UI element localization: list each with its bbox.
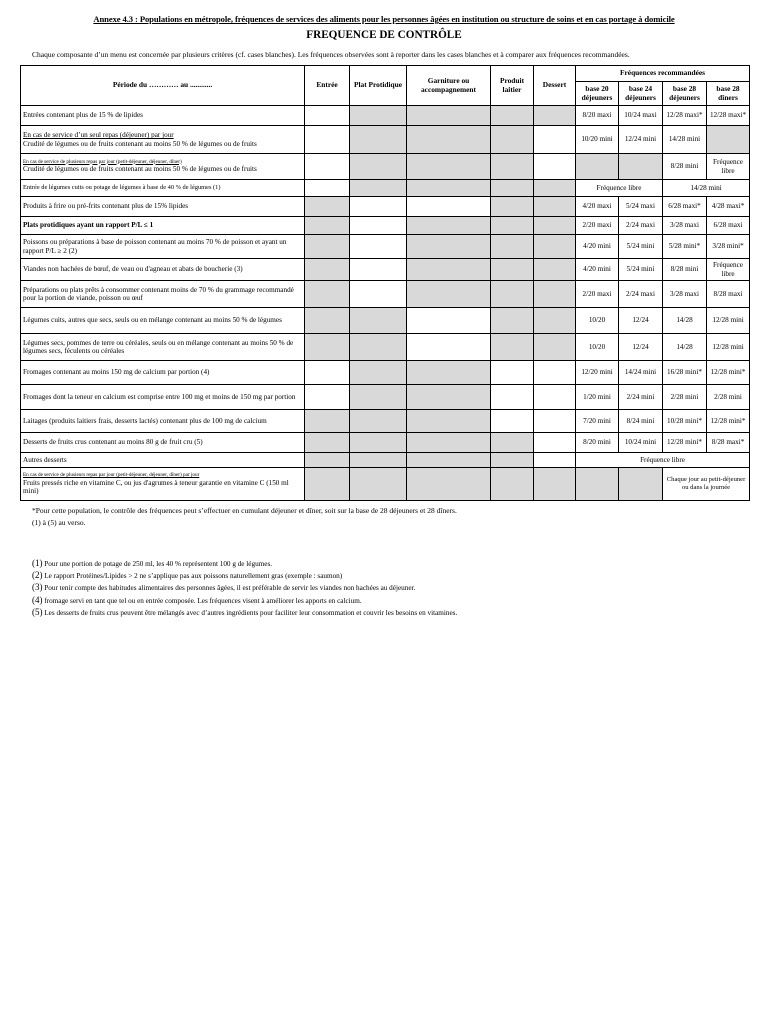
header-garniture: Garniture ou accompagnement — [407, 66, 491, 106]
footnote-2 — [32, 570, 457, 582]
table-row — [21, 235, 750, 259]
entry-cell[interactable] — [350, 197, 407, 217]
shaded-cell — [350, 180, 407, 197]
shaded-cell — [305, 453, 350, 468]
shaded-cell — [534, 197, 576, 217]
shaded-cell — [407, 361, 491, 385]
frequency-value: 12/28 mini — [707, 308, 750, 334]
footnote-text: Pour tenir compte des habitudes alimentaires des personnes âgées, il est préférable de servir les viandes non hachées au déjeuner. — [44, 584, 416, 593]
frequency-value: 10/20 mini — [576, 126, 619, 154]
shaded-cell — [305, 433, 350, 453]
shaded-cell — [619, 468, 663, 501]
frequency-value: 12/28 maxi* — [707, 106, 750, 126]
header-periode: Période du ………… au ............ — [21, 66, 305, 106]
frequency-value: 8/28 mini — [663, 154, 707, 180]
frequency-value: 8/28 maxi* — [707, 433, 750, 453]
shaded-cell — [407, 106, 491, 126]
frequency-value: 8/28 maxi — [707, 281, 750, 308]
frequency-value: 12/28 mini* — [707, 361, 750, 385]
entry-cell[interactable] — [305, 126, 350, 154]
footnotes — [32, 558, 457, 619]
entry-cell[interactable] — [407, 197, 491, 217]
entry-cell[interactable] — [534, 154, 576, 180]
shaded-cell — [305, 259, 350, 281]
criterion-label: Autres desserts — [21, 453, 305, 468]
criterion-label: Poissons ou préparations à base de poisson contenant au moins 70 % de poisson et ayant un rapport P/L ≥ 2 (2) — [21, 235, 305, 259]
shaded-cell — [407, 385, 491, 410]
shaded-cell — [619, 154, 663, 180]
frequency-value: 2/24 maxi — [619, 217, 663, 235]
criterion-label: Viandes non hachées de bœuf, de veau ou d'agneau et abats de boucherie (3) — [21, 259, 305, 281]
header-frequences: Fréquences recommandées — [576, 66, 750, 82]
table-row — [21, 259, 750, 281]
frequency-value: 2/20 maxi — [576, 281, 619, 308]
criterion-label: Entrée de légumes cuits ou potage de légumes à base de 40 % de légumes (1) — [21, 180, 305, 197]
footnote-number: (2) — [32, 570, 43, 581]
shaded-cell — [350, 453, 407, 468]
criterion-label: Produits à frire ou pré-frits contenant plus de 15% lipides — [21, 197, 305, 217]
entry-cell[interactable] — [534, 361, 576, 385]
intro-text: Chaque composante d’un menu est concernée par plusieurs critères (cf. cases blanches). Les fréquences observées sont à reporter dans les cases blanches et à comparer aux fréquences recommandées. — [32, 50, 630, 59]
criterion-label: Laitages (produits laitiers frais, desserts lactés) contenant plus de 100 mg de calcium — [21, 410, 305, 433]
shaded-cell — [305, 217, 350, 235]
criterion-cell — [21, 126, 305, 154]
header-plat-protidique: Plat Protidique — [350, 66, 407, 106]
shaded-cell — [350, 361, 407, 385]
shaded-cell — [534, 217, 576, 235]
header-produit-laitier: Produit laitier — [491, 66, 534, 106]
shaded-cell — [491, 334, 534, 361]
star-note: *Pour cette population, le contrôle des fréquences peut s’effectuer en cumulant déjeuner et dîner, soit sur la base de 28 déjeuners et 28 dîners. — [32, 506, 457, 515]
frequency-value: Fréquence libre — [707, 154, 750, 180]
entry-cell[interactable] — [534, 433, 576, 453]
footnote-text: Le rapport Protéines/Lipides > 2 ne s’applique pas aux poissons naturellement gras (exemple : saumon) — [44, 572, 343, 581]
frequency-value: 8/20 mini — [576, 433, 619, 453]
page-title: FREQUENCE DE CONTRÔLE — [306, 29, 462, 41]
entry-cell[interactable] — [534, 410, 576, 433]
frequency-value: 12/24 — [619, 308, 663, 334]
header-base24: base 24 déjeuners — [619, 82, 663, 106]
table-row — [21, 334, 750, 361]
entry-cell[interactable] — [534, 453, 576, 468]
shaded-cell — [305, 235, 350, 259]
frequency-value: 8/20 maxi — [576, 106, 619, 126]
verso-note: (1) à (5) au verso. — [32, 518, 86, 527]
shaded-cell — [407, 217, 491, 235]
shaded-cell — [407, 281, 491, 308]
criterion-label: Plats protidiques ayant un rapport P/L ≤ 1 — [21, 217, 305, 235]
frequency-value: Fréquence libre — [576, 180, 663, 197]
shaded-cell — [407, 453, 491, 468]
frequency-value: 8/24 mini — [619, 410, 663, 433]
shaded-cell — [350, 126, 407, 154]
criterion-condition: En cas de service de plusieurs repas par jour (petit-déjeuner, déjeuner, dîner) par jour — [23, 471, 200, 478]
entry-cell[interactable] — [305, 361, 350, 385]
frequency-value: 16/28 mini* — [663, 361, 707, 385]
shaded-cell — [491, 106, 534, 126]
criterion-cell — [21, 468, 305, 501]
frequency-value: 4/20 mini — [576, 235, 619, 259]
entry-cell[interactable] — [305, 154, 350, 180]
shaded-cell — [491, 126, 534, 154]
shaded-cell — [491, 433, 534, 453]
frequency-value: Fréquence libre — [576, 453, 750, 468]
criterion-condition: En cas de service d’un seul repas (déjeuner) par jour — [23, 131, 174, 140]
shaded-cell — [534, 281, 576, 308]
shaded-cell — [407, 126, 491, 154]
shaded-cell — [491, 154, 534, 180]
entry-cell[interactable] — [534, 126, 576, 154]
shaded-cell — [707, 126, 750, 154]
frequency-value: 14/24 mini — [619, 361, 663, 385]
frequency-value: 6/28 maxi* — [663, 197, 707, 217]
frequency-value: 12/28 maxi* — [663, 106, 707, 126]
shaded-cell — [534, 180, 576, 197]
frequency-value: 1/20 mini — [576, 385, 619, 410]
frequency-value: 3/28 maxi — [663, 217, 707, 235]
criterion-label: Fruits pressés riche en vitamine C, ou jus d'agrumes à teneur garantie en vitamine C (150 ml mini) — [23, 478, 289, 495]
footnote-text: Pour une portion de potage de 250 ml, les 40 % représentent 100 g de légumes. — [44, 560, 273, 568]
entry-cell[interactable] — [350, 217, 407, 235]
frequency-value: 5/24 mini — [619, 235, 663, 259]
shaded-cell — [576, 468, 619, 501]
frequency-value: 14/28 mini — [663, 126, 707, 154]
entry-cell[interactable] — [534, 385, 576, 410]
shaded-cell — [407, 259, 491, 281]
criterion-label: Entrées contenant plus de 15 % de lipides — [21, 106, 305, 126]
table-row — [21, 197, 750, 217]
shaded-cell — [350, 433, 407, 453]
footnote-number: (1) — [32, 558, 43, 568]
frequency-value: 5/24 mini — [619, 259, 663, 281]
table-row — [21, 217, 750, 235]
frequency-value: 10/24 maxi — [619, 106, 663, 126]
notes-block — [32, 505, 457, 529]
criterion-label: Préparations ou plats prêts à consommer contenant moins de 70 % du grammage recommandé pour la portion de viande, poisson ou œuf — [21, 281, 305, 308]
shaded-cell — [407, 154, 491, 180]
shaded-cell — [350, 468, 407, 501]
frequency-value: 2/24 mini — [619, 385, 663, 410]
shaded-cell — [407, 433, 491, 453]
table-row — [21, 468, 750, 501]
frequency-value: 12/20 mini — [576, 361, 619, 385]
annex-title: Annexe 4.3 : Populations en métropole, fréquences de services des aliments pour les personnes âgées en institution ou structure de soins et en cas portage à domicile — [93, 14, 675, 24]
table-row — [21, 361, 750, 385]
shaded-cell — [305, 468, 350, 501]
shaded-cell — [534, 106, 576, 126]
shaded-cell — [576, 154, 619, 180]
entry-cell[interactable] — [305, 106, 350, 126]
frequency-value: 14/28 mini — [663, 180, 750, 197]
table-row — [21, 281, 750, 308]
table-row — [21, 385, 750, 410]
shaded-cell — [534, 235, 576, 259]
shaded-cell — [534, 308, 576, 334]
shaded-cell — [534, 259, 576, 281]
frequency-value: 6/28 maxi — [707, 217, 750, 235]
header-entree: Entrée — [305, 66, 350, 106]
header-base28-dej: base 28 déjeuners — [663, 82, 707, 106]
shaded-cell — [305, 410, 350, 433]
criterion-label: Desserts de fruits crus contenant au moins 80 g de fruit cru (5) — [21, 433, 305, 453]
footnote-3 — [32, 582, 457, 594]
criterion-label: Légumes cuits, autres que secs, seuls ou en mélange contenant au moins 50 % de légumes — [21, 308, 305, 334]
frequency-table — [20, 65, 750, 501]
frequency-value: 10/24 mini — [619, 433, 663, 453]
criterion-label: Légumes secs, pommes de terre ou céréales, seuls ou en mélange contenant au moins 50 % de légumes secs, féculents ou céréales — [21, 334, 305, 361]
footnote-number: (4) — [32, 594, 43, 605]
header-base28-din: base 28 dîners — [707, 82, 750, 106]
frequency-value: Fréquence libre — [707, 259, 750, 281]
shaded-cell — [491, 281, 534, 308]
table-row — [21, 126, 750, 154]
frequency-value: 14/28 — [663, 308, 707, 334]
entry-cell[interactable] — [305, 385, 350, 410]
footnote-number: (3) — [32, 582, 43, 593]
shaded-cell — [491, 308, 534, 334]
frequency-value: 2/20 maxi — [576, 217, 619, 235]
frequency-value: 2/28 mini — [707, 385, 750, 410]
criterion-label: Fromages contenant au moins 150 mg de calcium par portion (4) — [21, 361, 305, 385]
shaded-cell — [491, 235, 534, 259]
shaded-cell — [491, 197, 534, 217]
shaded-cell — [350, 154, 407, 180]
entry-cell[interactable] — [350, 259, 407, 281]
entry-cell[interactable] — [305, 180, 350, 197]
frequency-value: 8/28 mini — [663, 259, 707, 281]
frequency-value: 10/20 — [576, 334, 619, 361]
shaded-cell — [305, 334, 350, 361]
footnote-text: Les desserts de fruits crus peuvent être mélangés avec d’autres ingrédients pour faciliter leur consommation et couvrir les besoins en vitamines. — [44, 608, 458, 617]
shaded-cell — [534, 468, 576, 501]
shaded-cell — [305, 197, 350, 217]
shaded-cell — [491, 259, 534, 281]
frequency-value: 12/28 mini* — [663, 433, 707, 453]
frequency-value: 2/28 mini — [663, 385, 707, 410]
frequency-value: 12/24 — [619, 334, 663, 361]
table-row — [21, 106, 750, 126]
criterion-label: Fromages dont la teneur en calcium est comprise entre 100 mg et moins de 150 mg par portion — [21, 385, 305, 410]
entry-cell[interactable] — [407, 308, 491, 334]
header-base20: base 20 déjeuners — [576, 82, 619, 106]
shaded-cell — [350, 334, 407, 361]
footnote-text: fromage servi en tant que tel ou en entrée composée. Les fréquences visent à améliorer les apports en calcium. — [44, 596, 362, 605]
shaded-cell — [407, 468, 491, 501]
shaded-cell — [350, 106, 407, 126]
frequency-value: 12/28 mini* — [707, 410, 750, 433]
entry-cell[interactable] — [407, 334, 491, 361]
shaded-cell — [491, 217, 534, 235]
shaded-cell — [407, 180, 491, 197]
header-dessert: Dessert — [534, 66, 576, 106]
table-row — [21, 410, 750, 433]
frequency-value: 12/28 mini — [707, 334, 750, 361]
table-row — [21, 453, 750, 468]
shaded-cell — [407, 410, 491, 433]
table-row — [21, 308, 750, 334]
frequency-value: 4/28 maxi* — [707, 197, 750, 217]
criterion-label: Crudité de légumes ou de fruits contenant au moins 50 % de légumes ou de fruits — [23, 139, 257, 148]
frequency-value: 12/24 mini — [619, 126, 663, 154]
shaded-cell — [305, 308, 350, 334]
footnote-5 — [32, 607, 457, 619]
entry-cell[interactable] — [491, 361, 534, 385]
frequency-value: 10/20 — [576, 308, 619, 334]
frequency-value: 5/24 maxi — [619, 197, 663, 217]
frequency-value: 10/28 mini* — [663, 410, 707, 433]
frequency-value: 3/28 maxi — [663, 281, 707, 308]
shaded-cell — [305, 281, 350, 308]
table-row — [21, 154, 750, 180]
criterion-label: Crudité de légumes ou de fruits contenant au moins 50 % de légumes ou de fruits — [23, 165, 257, 174]
criterion-cell — [21, 154, 305, 180]
footnote-number: (5) — [32, 606, 43, 617]
entry-cell[interactable] — [350, 235, 407, 259]
frequency-value: 14/28 — [663, 334, 707, 361]
frequency-value: 4/20 mini — [576, 259, 619, 281]
shaded-cell — [534, 334, 576, 361]
shaded-cell — [491, 468, 534, 501]
footnote-4 — [32, 595, 457, 607]
table-row — [21, 433, 750, 453]
frequency-value: 5/28 mini* — [663, 235, 707, 259]
shaded-cell — [350, 410, 407, 433]
frequency-value: 4/20 maxi — [576, 197, 619, 217]
shaded-cell — [491, 453, 534, 468]
table-row — [21, 180, 750, 197]
shaded-cell — [491, 180, 534, 197]
frequency-value: 3/28 mini* — [707, 235, 750, 259]
entry-cell[interactable] — [491, 410, 534, 433]
entry-cell[interactable] — [350, 281, 407, 308]
shaded-cell — [350, 385, 407, 410]
footnote-1 — [32, 558, 457, 570]
shaded-cell — [407, 235, 491, 259]
entry-cell[interactable] — [491, 385, 534, 410]
shaded-cell — [350, 308, 407, 334]
frequency-value: Chaque jour au petit-déjeuner ou dans la journée — [663, 468, 750, 501]
criterion-condition: En cas de service de plusieurs repas par jour (petit-déjeuner, déjeuner, dîner) — [23, 158, 182, 165]
frequency-value: 7/20 mini — [576, 410, 619, 433]
frequency-value: 2/24 maxi — [619, 281, 663, 308]
